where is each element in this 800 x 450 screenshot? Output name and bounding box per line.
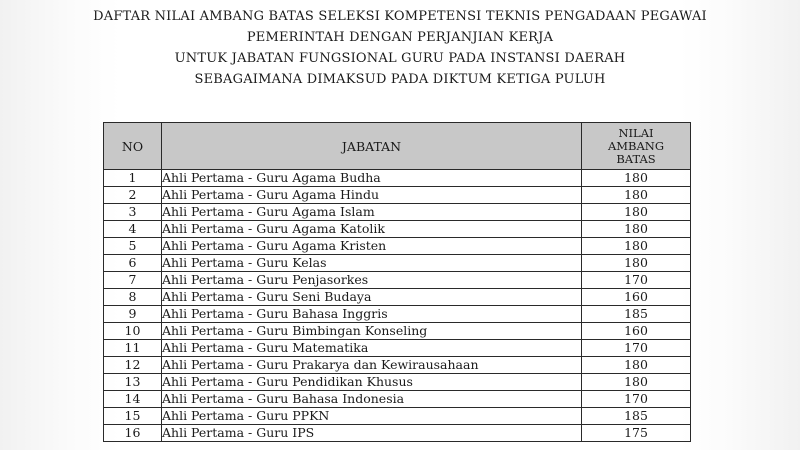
- row-nilai: 180: [582, 221, 691, 238]
- row-no: 5: [104, 238, 162, 255]
- row-jabatan: Ahli Pertama - Guru Agama Hindu: [162, 187, 582, 204]
- row-nilai: 160: [582, 289, 691, 306]
- row-no: 6: [104, 255, 162, 272]
- header-nilai-line-1: NILAI: [618, 125, 654, 140]
- row-jabatan: Ahli Pertama - Guru Agama Budha: [162, 170, 582, 187]
- row-no: 13: [104, 374, 162, 391]
- row-no: 2: [104, 187, 162, 204]
- table-row: [104, 255, 691, 272]
- heading-line-1: DAFTAR NILAI AMBANG BATAS SELEKSI KOMPETENSI TEKNIS PENGADAAN PEGAWAI: [93, 9, 707, 24]
- row-no: 11: [104, 340, 162, 357]
- table-row: [104, 306, 691, 323]
- table-row: [104, 340, 691, 357]
- row-jabatan: Ahli Pertama - Guru Matematika: [162, 340, 582, 357]
- row-jabatan: Ahli Pertama - Guru Bimbingan Konseling: [162, 323, 582, 340]
- row-nilai: 160: [582, 323, 691, 340]
- header-nilai-ambang-batas: [582, 123, 691, 170]
- row-jabatan: Ahli Pertama - Guru Bahasa Indonesia: [162, 391, 582, 408]
- heading-line-2: PEMERINTAH DENGAN PERJANJIAN KERJA: [246, 30, 554, 45]
- row-nilai: 180: [582, 204, 691, 221]
- row-jabatan: Ahli Pertama - Guru Pendidikan Khusus: [162, 374, 582, 391]
- row-jabatan: Ahli Pertama - Guru Seni Budaya: [162, 289, 582, 306]
- row-jabatan: Ahli Pertama - Guru Penjasorkes: [162, 272, 582, 289]
- row-nilai: 185: [582, 306, 691, 323]
- table-row: [104, 323, 691, 340]
- row-nilai: 180: [582, 170, 691, 187]
- row-nilai: 170: [582, 340, 691, 357]
- row-jabatan: Ahli Pertama - Guru Agama Islam: [162, 204, 582, 221]
- row-jabatan: Ahli Pertama - Guru Kelas: [162, 255, 582, 272]
- table-row: [104, 425, 691, 442]
- row-no: 8: [104, 289, 162, 306]
- row-no: 10: [104, 323, 162, 340]
- row-no: 16: [104, 425, 162, 442]
- table-row: [104, 238, 691, 255]
- table-header-row: [104, 123, 691, 170]
- row-nilai: 180: [582, 357, 691, 374]
- table-row: [104, 204, 691, 221]
- header-nilai-line-2: AMBANG: [607, 138, 665, 153]
- table-row: [104, 357, 691, 374]
- table-body: [104, 170, 691, 442]
- row-no: 7: [104, 272, 162, 289]
- row-no: 15: [104, 408, 162, 425]
- row-nilai: 180: [582, 238, 691, 255]
- table-row: [104, 408, 691, 425]
- row-no: 4: [104, 221, 162, 238]
- row-jabatan: Ahli Pertama - Guru PPKN: [162, 408, 582, 425]
- row-jabatan: Ahli Pertama - Guru Agama Kristen: [162, 238, 582, 255]
- row-nilai: 180: [582, 374, 691, 391]
- heading-line-4: SEBAGAIMANA DIMAKSUD PADA DIKTUM KETIGA PULUH: [194, 72, 606, 87]
- heading-line-3: UNTUK JABATAN FUNGSIONAL GURU PADA INSTANSI DAERAH: [174, 51, 626, 66]
- row-jabatan: Ahli Pertama - Guru Bahasa Inggris: [162, 306, 582, 323]
- row-nilai: 180: [582, 255, 691, 272]
- table-row: [104, 289, 691, 306]
- header-jabatan: JABATAN: [162, 123, 582, 170]
- row-no: 3: [104, 204, 162, 221]
- table-row: [104, 221, 691, 238]
- row-jabatan: Ahli Pertama - Guru IPS: [162, 425, 582, 442]
- row-no: 12: [104, 357, 162, 374]
- document-heading: [60, 6, 740, 90]
- header-nilai-line-3: BATAS: [616, 151, 656, 166]
- row-nilai: 185: [582, 408, 691, 425]
- table-row: [104, 187, 691, 204]
- row-no: 1: [104, 170, 162, 187]
- row-nilai: 170: [582, 391, 691, 408]
- row-nilai: 170: [582, 272, 691, 289]
- table-row: [104, 374, 691, 391]
- row-nilai: 180: [582, 187, 691, 204]
- table-row: [104, 391, 691, 408]
- table-row: [104, 170, 691, 187]
- threshold-table: [103, 122, 691, 442]
- row-no: 14: [104, 391, 162, 408]
- row-no: 9: [104, 306, 162, 323]
- header-no: NO: [104, 123, 162, 170]
- table-row: [104, 272, 691, 289]
- row-jabatan: Ahli Pertama - Guru Prakarya dan Kewirausahaan: [162, 357, 582, 374]
- row-nilai: 175: [582, 425, 691, 442]
- row-jabatan: Ahli Pertama - Guru Agama Katolik: [162, 221, 582, 238]
